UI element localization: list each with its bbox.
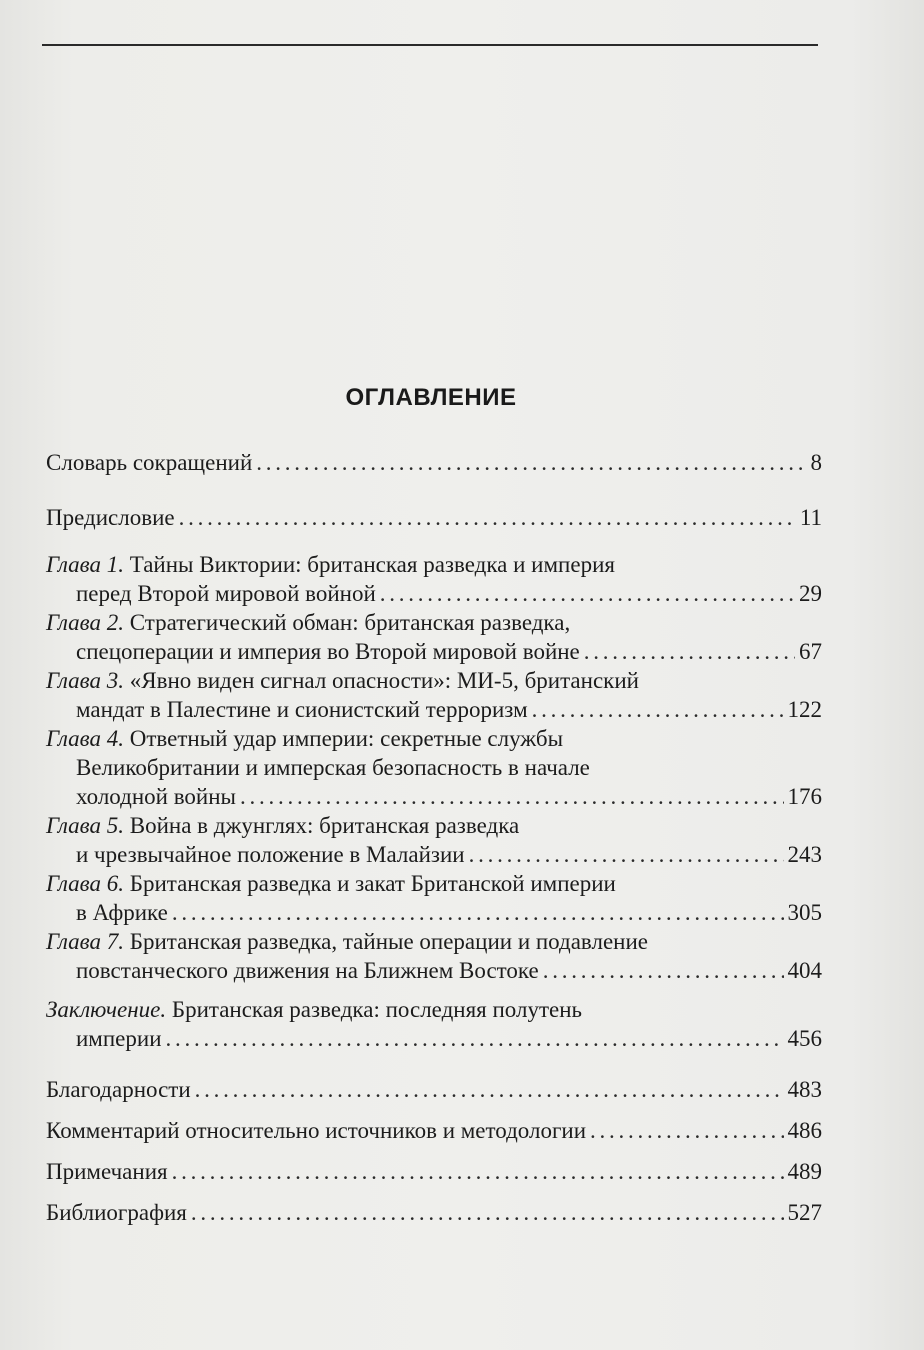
toc-heading: ОГЛАВЛЕНИЕ (345, 384, 517, 411)
toc-entry-conclusion (46, 995, 822, 1053)
toc-entry-preface (46, 503, 822, 532)
toc-entry-title: Благодарности (46, 1077, 191, 1102)
toc-page-number: 11 (799, 505, 822, 530)
chapter-title-last-line: перед Второй мировой войной (76, 581, 376, 606)
toc-page-number: 486 (787, 1118, 822, 1143)
toc-entry-chapter-5 (46, 811, 822, 869)
toc-entry-title: Предисловие (46, 505, 175, 530)
chapter-label: Заключение. (46, 997, 167, 1022)
toc-page-number: 489 (787, 1159, 822, 1184)
chapter-label: Глава 7. (46, 929, 124, 954)
chapter-title-last-line: спецоперации и империя во Второй мировой войне (76, 639, 580, 664)
leader-dots (532, 695, 784, 724)
toc-entry-title: Библиография (46, 1200, 187, 1225)
toc-entry-title: Примечания (46, 1159, 168, 1184)
toc-entry-bibliography (46, 1198, 822, 1227)
chapter-title-line: Тайны Виктории: британская разведка и империя (129, 552, 615, 577)
chapter-title-line: Ответный удар империи: секретные службы (129, 726, 564, 751)
toc-page-number: 8 (810, 450, 822, 475)
leader-dots (590, 1116, 783, 1145)
leader-dots (166, 1024, 784, 1053)
chapter-label: Глава 1. (46, 552, 124, 577)
toc-page-number: 243 (787, 842, 822, 867)
toc-entry-chapter-7 (46, 927, 822, 985)
toc-entry-title: Словарь сокращений (46, 450, 253, 475)
toc-page-number: 176 (787, 784, 822, 809)
leader-dots (469, 840, 784, 869)
chapter-title-line: Британская разведка, тайные операции и подавление (129, 929, 649, 954)
toc-page-number: 29 (799, 581, 822, 606)
toc-page-number: 483 (787, 1077, 822, 1102)
leader-dots (543, 956, 784, 985)
header-rule (42, 44, 818, 46)
chapter-title-line: Британская разведка: последняя полутень (171, 997, 583, 1022)
chapter-label: Глава 5. (46, 813, 124, 838)
leader-dots (584, 637, 795, 666)
toc-page-number: 122 (787, 697, 822, 722)
chapter-title-last-line: повстанческого движения на Ближнем Востоке (76, 958, 539, 983)
toc-page-number: 305 (787, 900, 822, 925)
leader-dots (380, 579, 795, 608)
chapter-title-last-line: мандат в Палестине и сионистский терроризм (76, 697, 528, 722)
toc-entry-chapter-2 (46, 608, 822, 666)
toc-page-number: 404 (787, 958, 822, 983)
chapter-title-line: Британская разведка и закат Британской империи (129, 871, 616, 896)
toc-entry-sources-commentary (46, 1116, 822, 1145)
chapter-label: Глава 2. (46, 610, 124, 635)
chapter-title-line: Великобритании и имперская безопасность в начале (76, 755, 590, 780)
chapter-label: Глава 4. (46, 726, 124, 751)
toc-page-number: 67 (799, 639, 822, 664)
leader-dots (172, 1157, 784, 1186)
leader-dots (240, 782, 784, 811)
chapter-label: Глава 3. (46, 668, 124, 693)
leader-dots (191, 1198, 784, 1227)
chapter-title-line: «Явно виден сигнал опасности»: МИ-5, британский (129, 668, 639, 693)
toc-entry-chapter-1 (46, 550, 822, 608)
chapter-title-last-line: холодной войны (76, 784, 236, 809)
chapter-title-line: Стратегический обман: британская разведка, (129, 610, 571, 635)
toc-entry-glossary (46, 448, 822, 477)
leader-dots (195, 1075, 784, 1104)
chapter-title-last-line: в Африке (76, 900, 168, 925)
toc-entry-title: Комментарий относительно источников и методологии (46, 1118, 587, 1143)
leader-dots (172, 898, 784, 927)
toc-entry-notes (46, 1157, 822, 1186)
toc-entry-chapter-6 (46, 869, 822, 927)
toc-page-number: 527 (787, 1200, 822, 1225)
chapter-title-last-line: империи (76, 1026, 162, 1051)
chapter-label: Глава 6. (46, 871, 124, 896)
toc-entry-chapter-4 (46, 724, 822, 811)
table-of-contents (46, 448, 822, 1227)
chapter-title-last-line: и чрезвычайное положение в Малайзии (76, 842, 465, 867)
toc-entry-chapter-3 (46, 666, 822, 724)
toc-entry-acknowledgements (46, 1075, 822, 1104)
chapter-title-line: Война в джунглях: британская разведка (129, 813, 520, 838)
toc-page-number: 456 (787, 1026, 822, 1051)
leader-dots (256, 448, 806, 477)
leader-dots (179, 503, 796, 532)
